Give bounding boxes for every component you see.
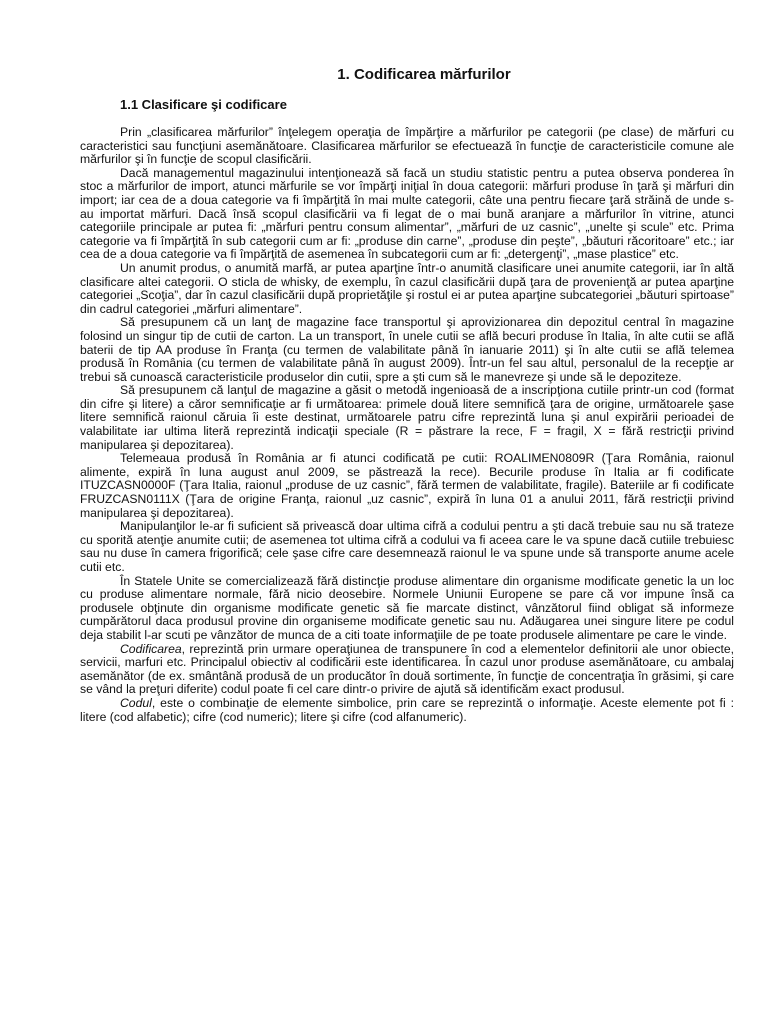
paragraph (80, 575, 734, 643)
chapter-title: 1. Codificarea mărfurilor (337, 66, 511, 83)
paragraph-text: Un anumit produs, o anumită marfă, ar putea aparţine într-o anumită clasificare unei anumite categorii, iar în altă clasificare altei categorii. O sticla de whisky, de exemplu, în cazul clasificării după ţara de provenienţă ar putea aparţine categoriei „Scoţia”, dar în cazul clasificării după proprietăţile şi rostul ei ar putea aparţine subcategoriei „băuturi spirtoase” din cadrul categoriei „mărfuri alimentare”. (80, 260, 734, 316)
paragraph (80, 643, 734, 697)
paragraph-text: Să presupunem că un lanţ de magazine face transportul şi aprovizionarea din depozitul central în magazine folosind un singur tip de cutii de carton. La un transport, în unele cutii se află becuri produse în Italia, în alte cutii se află baterii de tip AA produse în Franţa (cu termen de valabilitate până în ianuarie 2011) şi în alte cutii se află telemea produsă în România (cu termen de valabilitate până în august 2009). Într-un fel sau altul, personalul de la recepţie ar trebui să cunoască caracteristicile produselor din cutii, spre a şti cum să le manevreze şi unde să le depoziteze. (80, 315, 734, 384)
paragraph (80, 126, 734, 167)
paragraph (80, 384, 734, 452)
paragraph-text: , reprezintă prin urmare operaţiunea de transpunere în cod a elementelor definitorii ale unor obiecte, servicii, marfuri etc. Principalul obiectiv al codificării este identificarea. În cazul unor produse asemănătoare, cu ambalaj asemănător (de ex. smântână produsă de un producător în două sortimente, în funcţie de concentraţia în grăsimi, şi care se vând la preţuri diferite) codul poate fi cel care dintr-o privire de ajută să identificăm exact produsul. (80, 641, 734, 697)
paragraph (80, 697, 734, 724)
section-heading: 1.1 Clasificare şi codificare (120, 97, 287, 112)
paragraph-text: Să presupunem că lanţul de magazine a găsit o metodă ingenioasă de a inscripţiona cutiile printr-un cod (format din cifre şi litere) a căror semnificaţie ar fi următoarea: primele două litere semnifică ţara de origine, următoarele şase litere semnifică raionul căruia îi este destinat, următoarele patru cifre reprezintă luna şi anul expirării perioadei de valabilitate iar ultima literă reprezintă indicaţii speciale (R = păstrare la rece, F = fragil, X = fără restricţii privind manipularea şi depozitarea). (80, 383, 734, 452)
document-body (80, 126, 734, 724)
paragraph (80, 262, 734, 316)
paragraph-text: Telemeaua produsă în România ar fi atunci codificată pe cutii: ROALIMEN0809R (Ţara România, raionul alimente, expiră în luna august anul 2009, se păstrează la rece). Becurile produse în Italia ar fi codificate ITUZCASN0000F (Ţara Italia, raionul „produse de uz casnic”, fără termen de valabilitate, fragile). Bateriile ar fi codificate FRUZCASN0111X (Ţara de origine Franţa, raionul „uz casnic”, expiră în luna 01 a anului 2011, fără restricţii privind manipularea şi depozitarea). (80, 451, 734, 520)
paragraph-text: Prin „clasificarea mărfurilor” înţelegem operaţia de împărţire a mărfurilor pe categorii (pe clase) de mărfuri cu caracteristici sau funcţiuni asemănătoare. Clasificarea mărfurilor se efectuează în funcţie de caracteristicile comune ale mărfurilor şi în funcţie de scopul clasificării. (80, 125, 734, 167)
paragraph (80, 316, 734, 384)
paragraph-text: , este o combinaţie de elemente simbolice, prin care se reprezintă o informaţie. Aceste elemente pot fi : litere (cod alfabetic); cifre (cod numeric); litere şi cifre (cod alfanumeric). (80, 695, 734, 724)
paragraph (80, 167, 734, 262)
term-codul: Codul (120, 695, 152, 710)
paragraph-text: În Statele Unite se comercializează fără distincţie produse alimentare din organisme modificate genetic la un loc cu produse alimentare normale, fără nicio deosebire. Normele Uniunii Europene se pare că vor impune însă ca produsele obţinute din organisme modificate genetic să fie marcate distinct, vânzătorul fiind obligat să informeze cumpărătorul daca produsul provine din organiseme modificate genetic sau nu. Adăugarea unei singure litere pe codul deja stabilit l-ar scuti pe vânzător de munca de a citi toate informaţiile de pe toate produsele alimentare pe care le vinde. (80, 573, 734, 642)
term-codificarea: Codificarea (120, 641, 182, 656)
paragraph (80, 452, 734, 520)
paragraph-text: Manipulanţilor le-ar fi suficient să privească doar ultima cifră a codului pentru a şti dacă trebuie sau nu să trateze cu sporită atenţie anumite cutii; de asemenea tot ultima cifră a codului va fi aceea care le va spune dacă cutiile trebuiesc sau nu duse în camera frigorifică; cele şase cifre care desemnează raionul le va spune unde să transporte anume acele cutii etc. (80, 519, 734, 574)
paragraph (80, 520, 734, 574)
paragraph-text: Dacă managementul magazinului intenţionează să facă un studiu statistic pentru a putea observa ponderea în stoc a mărfurilor de import, atunci mărfurile se vor împărţi iniţial în doua categorii: mărfuri produse în ţară şi mărfuri din import; iar cea de a doua categorie va fi împărţită în mai multe categorii, câte una pentru fiecare ţară străină de unde s-au importat mărfuri. Dacă însă scopul clasificării va fi legat de o mai bună aranjare a mărfurilor în vitrine, atunci categoriile principale ar putea fi: „mărfuri pentru consum alimentar”, „mărfuri de uz casnic”, „unelte şi scule” etc. Prima categorie va fi împărţită în sub categorii cum ar fi: „produse din carne”, „produse din peşte”, „băuturi răcoritoare” etc.; iar cea de a doua categorie va fi împărţită de asemenea în subcategorii cum ar fi: „detergenţi”, „mase plastice” etc. (80, 165, 734, 262)
